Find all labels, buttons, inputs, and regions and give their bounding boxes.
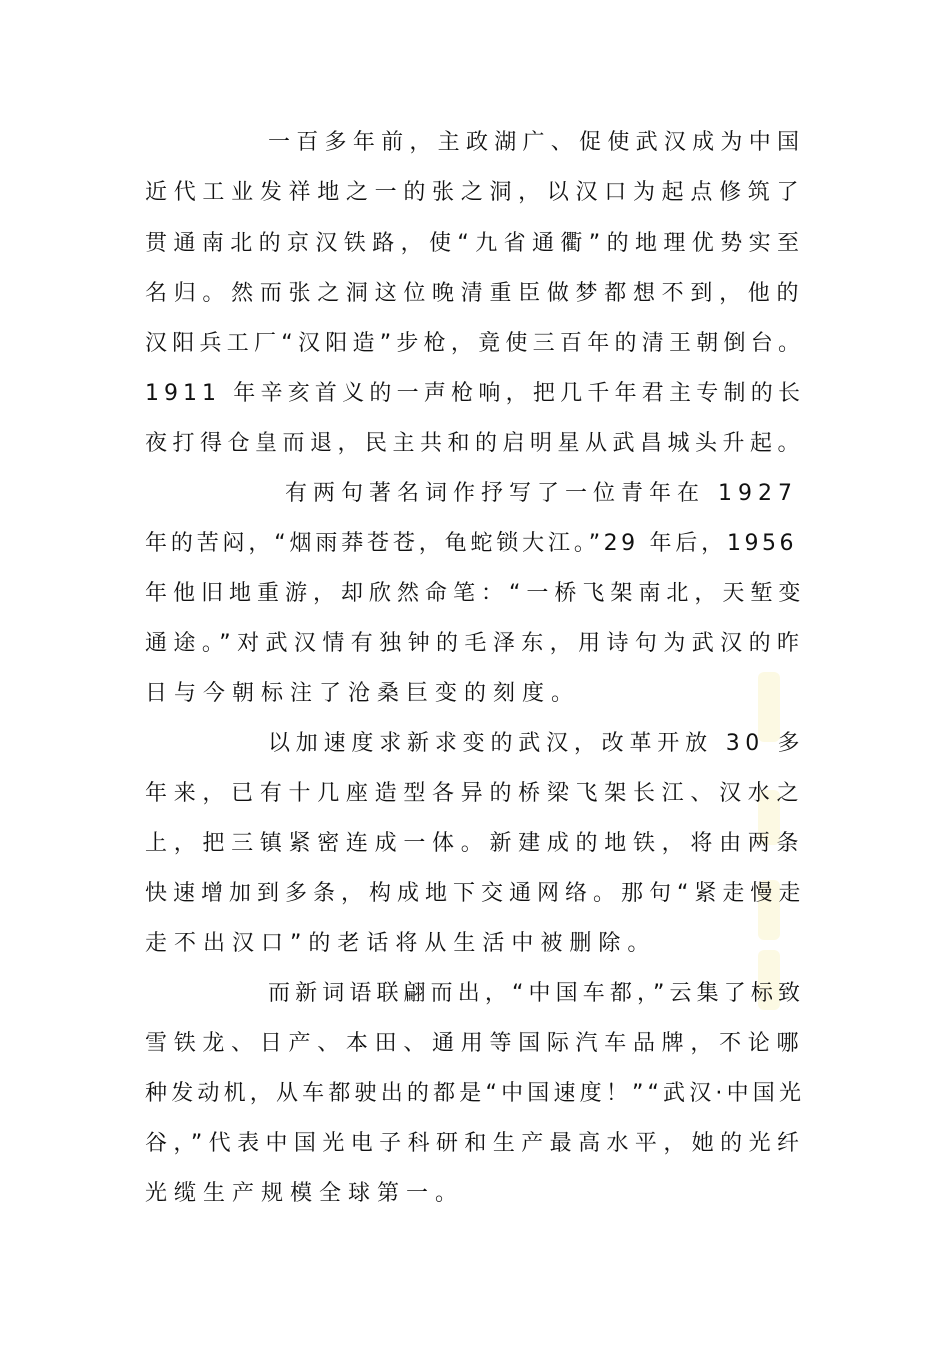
text-line: 上，把三镇紧密连成一体。新建成的地铁，将由两条	[145, 831, 805, 856]
text-line: 年他旧地重游，却欣然命笔：“一桥飞架南北，天堑变	[145, 581, 807, 606]
text-line: 种发动机，从车都驶出的都是“中国速度！”“武汉·中国光	[145, 1081, 805, 1106]
text-line: 雪铁龙、日产、本田、通用等国际汽车品牌，不论哪	[145, 1031, 805, 1056]
text-line: 汉阳兵工厂“汉阳造”步枪，竟使三百年的清王朝倒台。	[145, 331, 805, 356]
text-line: 以加速度求新求变的武汉，改革开放 30 多	[268, 731, 805, 756]
text-line: 年的苦闷，“烟雨莽苍苍，龟蛇锁大江。”29 年后，1956	[145, 531, 797, 556]
text-line: 近代工业发祥地之一的张之洞，以汉口为起点修筑了	[145, 180, 805, 205]
text-line: 一百多年前，主政湖广、促使武汉成为中国	[268, 130, 805, 155]
text-line: 贯通南北的京汉铁路，使“九省通衢”的地理优势实至	[145, 231, 805, 256]
text-line: 日与今朝标注了沧桑巨变的刻度。	[145, 681, 581, 706]
text-line: 光缆生产规模全球第一。	[145, 1181, 465, 1206]
text-line: 走不出汉口”的老话将从生活中被删除。	[145, 931, 657, 956]
text-line: 而新词语联翩而出，“中国车都，”云集了标致	[268, 981, 805, 1006]
text-line: 谷，”代表中国光电子科研和生产最高水平，她的光纤	[145, 1131, 805, 1156]
text-line: 有两句著名词作抒写了一位青年在 1927	[285, 481, 798, 506]
text-line: 夜打得仓皇而退，民主共和的启明星从武昌城头升起。	[145, 431, 806, 456]
text-line: 通途。”对武汉情有独钟的毛泽东，用诗句为武汉的昨	[145, 631, 805, 656]
text-line: 名归。然而张之洞这位晚清重臣做梦都想不到，他的	[145, 281, 805, 306]
text-line: 1911 年辛亥首义的一声枪响，把几千年君主专制的长	[145, 381, 805, 406]
text-line: 快速增加到多条，构成地下交通网络。那句“紧走慢走	[145, 881, 807, 906]
text-line: 年来，已有十几座造型各异的桥梁飞架长江、汉水之	[145, 781, 805, 806]
